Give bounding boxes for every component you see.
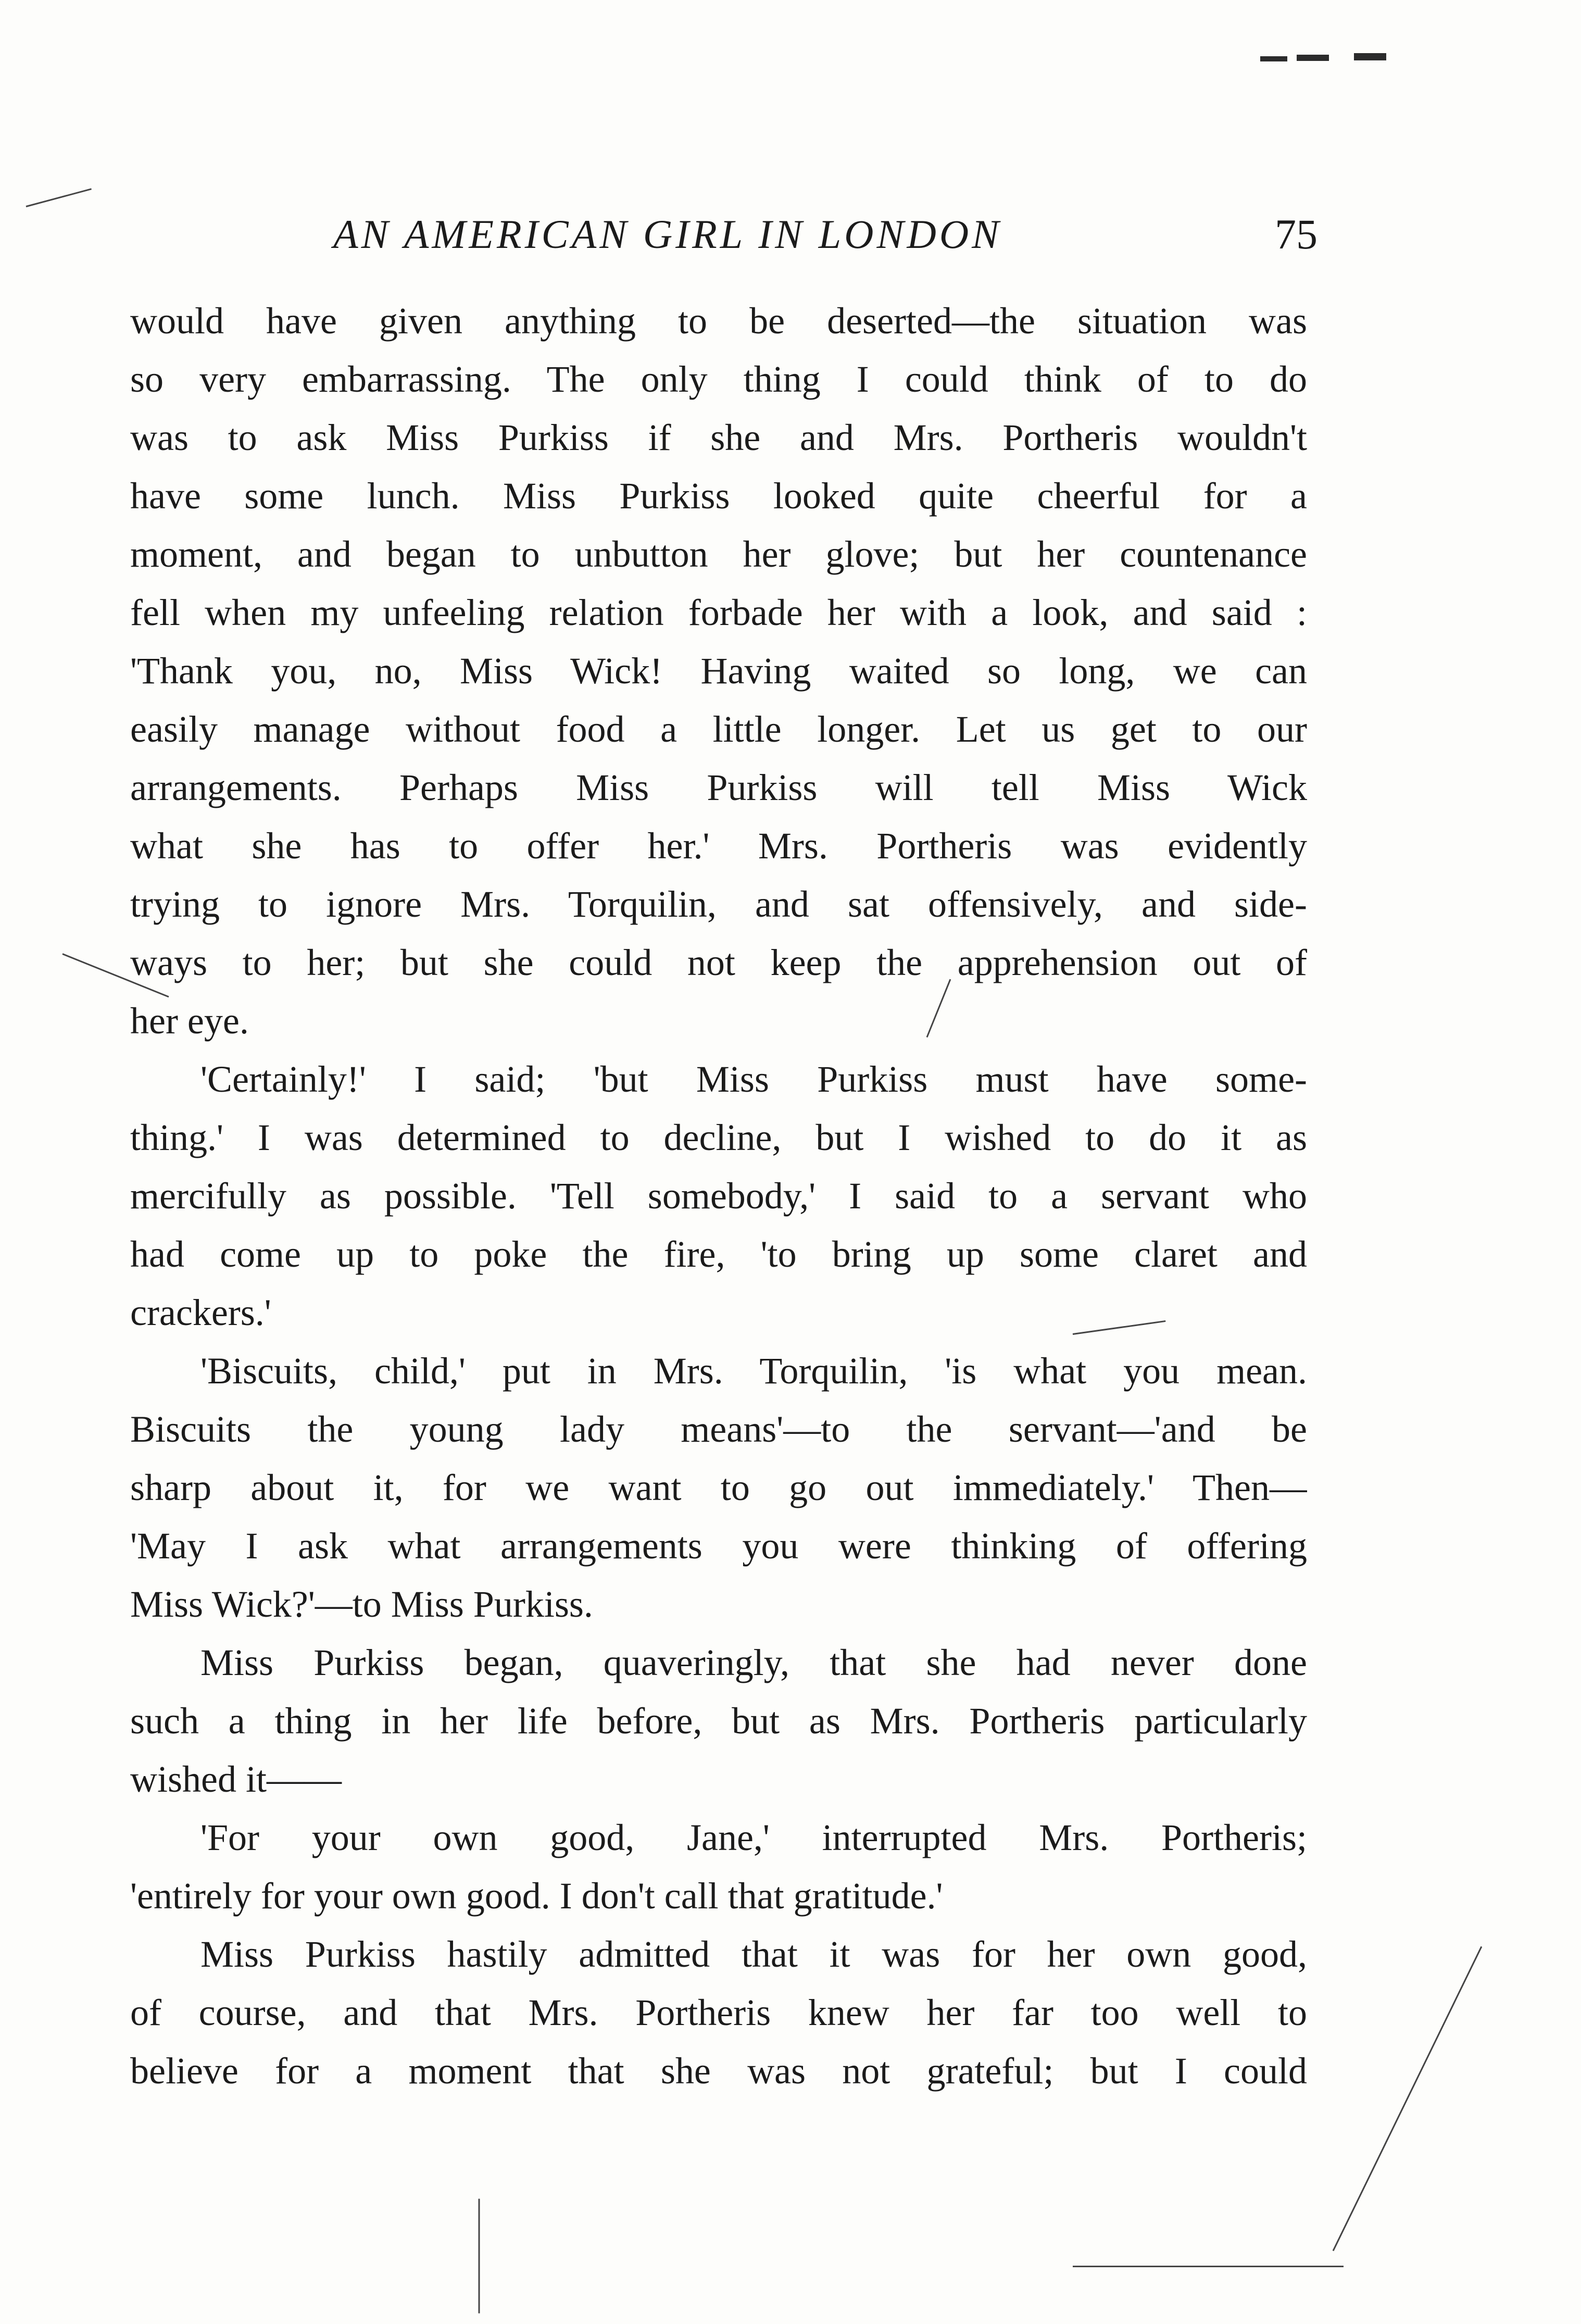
- text-line: 'Biscuits, child,' put in Mrs. Torquilin, 'is what you mean.: [200, 1350, 1307, 1392]
- text-line: 'Certainly!' I said; 'but Miss Purkiss must have some-: [200, 1058, 1307, 1100]
- text-line: have some lunch. Miss Purkiss looked quite cheerful for a: [130, 475, 1307, 517]
- body-text: [130, 292, 1307, 2092]
- text-line: 'entirely for your own good. I don't call that gratitude.': [130, 1875, 943, 1917]
- text-line: 'For your own good, Jane,' interrupted Mrs. Portheris;: [200, 1817, 1307, 1858]
- text-line: ways to her; but she could not keep the apprehension out of: [130, 942, 1307, 983]
- text-line: fell when my unfeeling relation forbade her with a look, and said :: [130, 592, 1307, 633]
- text-line: was to ask Miss Purkiss if she and Mrs. Portheris wouldn't: [130, 417, 1307, 458]
- text-line: arrangements. Perhaps Miss Purkiss will tell Miss Wick: [130, 767, 1307, 808]
- pencil-stroke: [26, 188, 92, 207]
- text-line: easily manage without food a little longer. Let us get to our: [130, 708, 1307, 750]
- text-line: so very embarrassing. The only thing I could think of to do: [130, 358, 1307, 400]
- text-line: 'Thank you, no, Miss Wick! Having waited so long, we can: [130, 650, 1307, 692]
- text-line: trying to ignore Mrs. Torquilin, and sat offensively, and side-: [130, 883, 1307, 925]
- ink-mark: [1260, 56, 1287, 61]
- text-line: Miss Purkiss began, quaveringly, that she had never done: [200, 1642, 1307, 1683]
- ink-mark: [1354, 53, 1386, 60]
- text-line: sharp about it, for we want to go out immediately.' Then—: [130, 1467, 1307, 1508]
- text-line: what she has to offer her.' Mrs. Portheris was evidently: [130, 825, 1307, 867]
- text-line: thing.' I was determined to decline, but I wished to do it as: [130, 1117, 1307, 1158]
- text-line: believe for a moment that she was not grateful; but I could: [130, 2050, 1307, 2092]
- text-line: Biscuits the young lady means'—to the servant—'and be: [130, 1408, 1307, 1450]
- text-line: such a thing in her life before, but as Mrs. Portheris particularly: [130, 1700, 1307, 1742]
- text-line: her eye.: [130, 1000, 249, 1042]
- text-line: 'May I ask what arrangements you were thinking of offering: [130, 1525, 1307, 1567]
- text-line: would have given anything to be deserted—the situation was: [130, 300, 1307, 342]
- text-line: Miss Purkiss hastily admitted that it was for her own good,: [200, 1933, 1307, 1975]
- pencil-stroke: [1333, 1946, 1483, 2252]
- text-line: Miss Wick?'—to Miss Purkiss.: [130, 1583, 593, 1625]
- text-line: wished it——: [130, 1758, 342, 1800]
- ink-mark: [1297, 55, 1329, 61]
- pencil-stroke: [1073, 2266, 1344, 2267]
- text-line: had come up to poke the fire, 'to bring up some claret and: [130, 1233, 1307, 1275]
- text-line: crackers.': [130, 1292, 271, 1333]
- text-line: mercifully as possible. 'Tell somebody,' I said to a servant who: [130, 1175, 1307, 1217]
- text-line: moment, and began to unbutton her glove; but her countenance: [130, 533, 1307, 575]
- page-number: 75: [1275, 210, 1318, 258]
- running-title: AN AMERICAN GIRL IN LONDON: [333, 211, 1002, 257]
- text-line: of course, and that Mrs. Portheris knew her far too well to: [130, 1992, 1307, 2033]
- pencil-stroke: [479, 2199, 480, 2314]
